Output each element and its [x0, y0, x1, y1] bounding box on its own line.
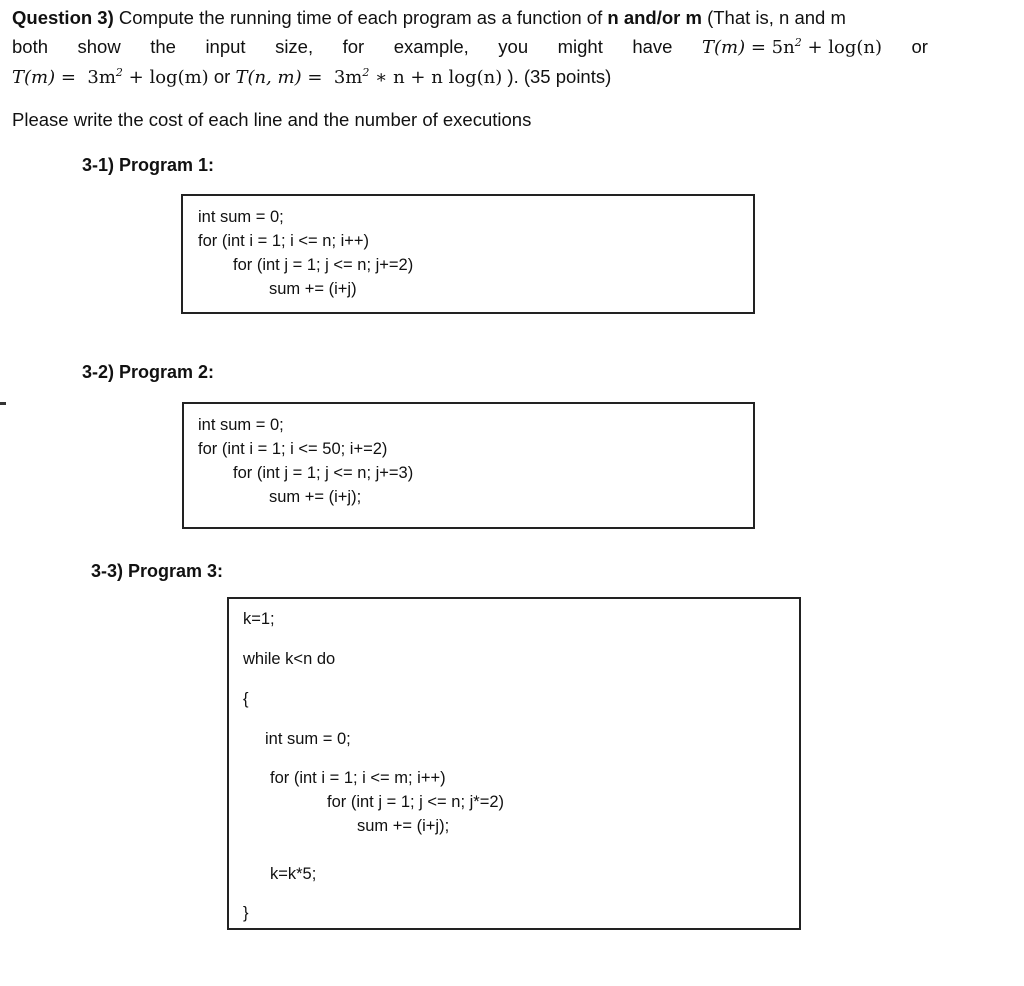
- word: might: [557, 36, 603, 57]
- word: show: [77, 36, 121, 57]
- code-line: {: [243, 690, 249, 708]
- word: both: [12, 36, 49, 57]
- equation-example-2: $T(m) = 3m^2 + \log(m)$: [12, 66, 209, 88]
- program-1-heading: 3-1) Program 1:: [82, 155, 215, 175]
- code-line: for (int j = 1; j <= n; j*=2): [327, 793, 505, 811]
- code-line: sum += (i+j);: [269, 488, 362, 506]
- code-line: sum += (i+j);: [357, 817, 450, 835]
- word: size,: [275, 36, 314, 57]
- instruction-text: Please write the cost of each line and the number of executions: [12, 109, 532, 130]
- question-label: Question 3): [12, 7, 114, 28]
- equation-example-3: T(n, $m) = 3m^2$ ∗ n + n log(n): [235, 66, 503, 88]
- code-line: k=k*5;: [270, 865, 317, 883]
- code-line: }: [243, 904, 249, 922]
- code-line: while k<n do: [243, 650, 336, 668]
- code-line: for (int j = 1; j <= n; j+=2): [233, 256, 414, 274]
- question-intro: Compute the running time of each program as a function of: [118, 7, 603, 28]
- question-line-2: [12, 36, 928, 59]
- question-line-3: [12, 66, 611, 89]
- word: input: [205, 36, 246, 57]
- word: you: [498, 36, 529, 57]
- word: example,: [393, 36, 469, 57]
- code-line: sum += (i+j): [269, 280, 357, 298]
- question-variables: n and/or m: [607, 7, 702, 28]
- code-line: for (int i = 1; i <= m; i++): [270, 769, 446, 787]
- question-clarification: (That is, n and m: [707, 7, 846, 28]
- program-1-code-box: [181, 194, 755, 314]
- equation-example-1: $T(m) = 5n^2 + \log(n)$: [701, 36, 882, 58]
- code-line: for (int j = 1; j <= n; j+=3): [233, 464, 414, 482]
- word: for: [342, 36, 365, 57]
- code-line: int sum = 0;: [198, 416, 284, 434]
- margin-mark: [0, 402, 6, 405]
- word-or: or: [213, 66, 231, 87]
- program-2-code-box: [182, 402, 755, 529]
- code-line: int sum = 0;: [198, 208, 284, 226]
- code-line: for (int i = 1; i <= 50; i+=2): [198, 440, 388, 458]
- word: have: [632, 36, 673, 57]
- points-label: ). (35 points): [507, 66, 612, 87]
- word-or: or: [911, 36, 928, 57]
- word: the: [150, 36, 176, 57]
- code-line: k=1;: [243, 610, 275, 628]
- program-3-heading: 3-3) Program 3:: [91, 561, 224, 581]
- code-line: for (int i = 1; i <= n; i++): [198, 232, 370, 250]
- program-3-code-box: [227, 597, 801, 930]
- question-line-1: [12, 7, 846, 29]
- code-line: int sum = 0;: [265, 730, 351, 748]
- program-2-heading: 3-2) Program 2:: [82, 362, 215, 382]
